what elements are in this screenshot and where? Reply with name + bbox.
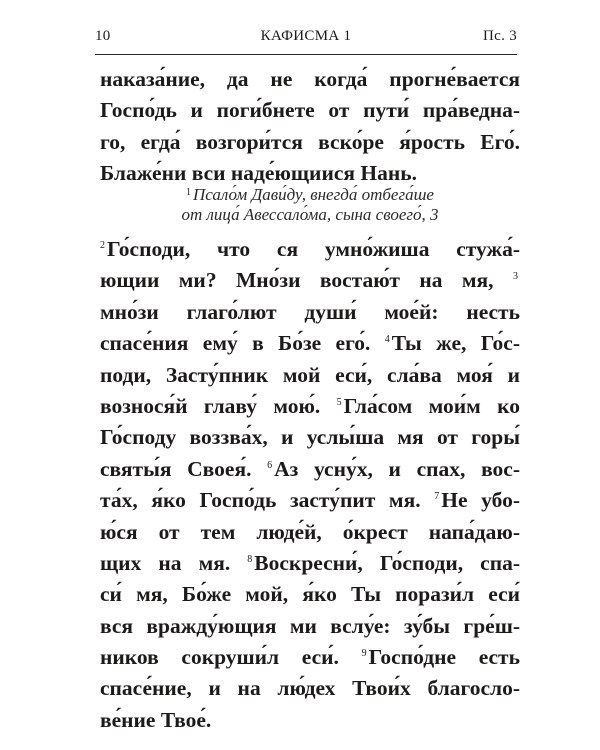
verse-text: мно́зи глаго́лют души́ мое́й: несть bbox=[100, 299, 520, 324]
intro-paragraph bbox=[100, 64, 520, 190]
verse-number: 3 bbox=[513, 271, 518, 283]
text-line: Госпо́дь и поги́бнете от пути́ пра́ведна- bbox=[100, 98, 520, 123]
header-rule bbox=[95, 54, 517, 55]
text-line bbox=[100, 360, 520, 391]
psalm-reference: Пс. 3 bbox=[483, 28, 517, 44]
verse-text: вознося́й главу́ мою́. bbox=[100, 393, 337, 418]
text-line bbox=[100, 422, 520, 453]
verse-text: щих на мя. bbox=[100, 550, 248, 575]
psalm-text bbox=[100, 234, 520, 736]
verse-text: Ты же, Го́с- bbox=[391, 331, 520, 356]
verse-text: Не убо- bbox=[441, 488, 520, 513]
verse-text: святы́я Своея́. bbox=[100, 456, 268, 481]
verse-text: спасе́ние, и на лю́дех Твои́х благосло- bbox=[100, 676, 520, 701]
verse-text: вся вражду́ющия ми вслу́е: зу́бы гре́ш- bbox=[100, 613, 520, 638]
verse-number: 9 bbox=[361, 648, 367, 660]
verse-number: 8 bbox=[247, 553, 253, 565]
verse-text: ве́ние Твое́. bbox=[100, 707, 212, 732]
text-line bbox=[100, 673, 520, 704]
section-title: КАФИСМА 1 bbox=[260, 28, 352, 44]
text-line bbox=[100, 265, 520, 296]
verse-text: Госпо́дне есть bbox=[368, 645, 520, 670]
verse-number: 4 bbox=[384, 334, 390, 346]
running-header bbox=[95, 28, 517, 50]
superscription-text: Псало́м Дави́ду, внегда́ отбега́ше bbox=[193, 185, 434, 204]
text-line bbox=[100, 611, 520, 642]
psalm-superscription bbox=[100, 185, 520, 225]
text-line bbox=[100, 548, 520, 579]
verse-number: 6 bbox=[267, 459, 273, 471]
verse-text: Гла́сом мои́м ко bbox=[343, 393, 520, 418]
text-line bbox=[100, 705, 520, 736]
text-line bbox=[100, 454, 520, 485]
verse-text: ю́ся от тем люде́й, о́крест напа́даю- bbox=[100, 519, 520, 544]
verse-text: ющии ми? Мно́зи востаю́т на мя, bbox=[100, 268, 513, 293]
superscription-line-2: от лица́ Авессало́ма, сына своего́, 3 bbox=[181, 205, 439, 224]
verse-text: спасе́ния ему́ в Бо́зе его́. bbox=[100, 331, 385, 356]
verse-number: 7 bbox=[434, 491, 440, 503]
text-line bbox=[100, 579, 520, 610]
text-line bbox=[100, 642, 520, 673]
text-line bbox=[100, 234, 520, 265]
verse-number: 2 bbox=[100, 240, 105, 251]
verse-text: поди, Засту́пник мой еси́, сла́ва моя́ и bbox=[100, 362, 520, 387]
text-line bbox=[100, 485, 520, 516]
superscription-line-1 bbox=[100, 185, 520, 205]
text-line bbox=[100, 391, 520, 422]
text-line bbox=[100, 297, 520, 328]
verse-text: си́ мя, Бо́же мой, я́ко Ты порази́л еси́ bbox=[100, 582, 520, 607]
page-number: 10 bbox=[95, 28, 111, 44]
text-line: го, егда́ возгори́тся вско́ре я́рость Его́. bbox=[100, 129, 520, 154]
verse-number: 5 bbox=[336, 396, 342, 408]
text-line: Блаже́ни вси наде́ющиися Нань. bbox=[100, 161, 417, 186]
text-line: наказа́ние, да не когда́ прогне́вается bbox=[100, 67, 520, 91]
verse-text: Воскресни́, Го́споди, спа- bbox=[254, 550, 520, 575]
text-line bbox=[100, 328, 520, 359]
verse-text: та́х, я́ко Госпо́дь засту́пит мя. bbox=[100, 488, 435, 513]
verse-text: Го́споду воззва́х, и услы́ша мя от горы́ bbox=[100, 425, 520, 450]
verse-text: Го́споди, что ся умно́жиша стужа́- bbox=[107, 237, 520, 261]
verse-text: ников сокруши́л еси́. bbox=[100, 645, 362, 670]
verse-number: 1 bbox=[186, 187, 192, 198]
verse-text: Аз усну́х, и спах, вос- bbox=[274, 456, 520, 481]
text-line bbox=[100, 517, 520, 548]
